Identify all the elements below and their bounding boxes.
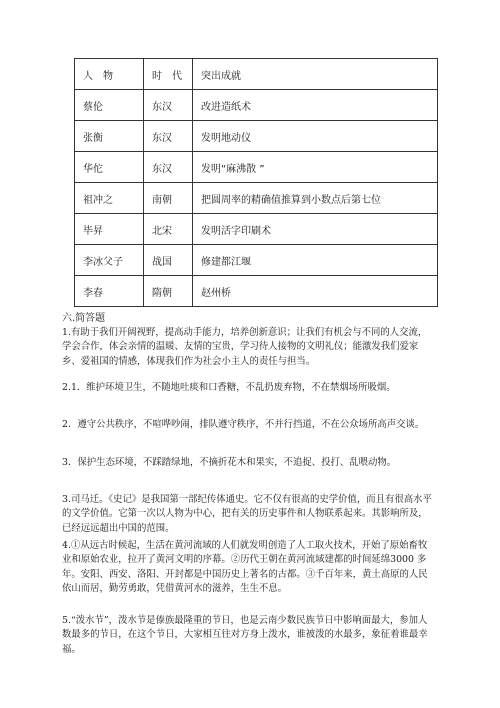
cell-achievement: 发明活字印刷术 — [193, 214, 438, 245]
cell-era: 战国 — [144, 245, 193, 276]
cell-achievement: 改进造纸术 — [193, 90, 438, 121]
table-row — [75, 90, 438, 121]
answer-2-3 — [62, 456, 434, 470]
answer-3 — [62, 493, 434, 536]
answer-3-text: 3.司马迁。《史记》是我国第一部纪传体通史。它不仅有很高的史学价值，而且有很高水平的文学价值。它第一次以人物为中心，把有关的历史事件和人物联系起来。其影响所及，已经远远超出中国的范围。 — [62, 494, 432, 534]
cell-era: 东汉 — [144, 90, 193, 121]
answer-2-2-text: 2．遵守公共秩序，不喧哗吵闹，排队遵守秩序，不并行挡道，不在公众场所高声交谈。 — [62, 419, 425, 430]
answer-2-1 — [62, 381, 434, 395]
answer-5-text: 5.“泼水节”，泼水节是傣族最隆重的节日，也是云南少数民族节日中影响面最大，参加人数最多的节日，在这个节日，大家相互往对方身上泼水，谁被泼的水最多，象征着谁最幸福。 — [62, 615, 428, 655]
cell-person: 蔡伦 — [75, 90, 144, 121]
cell-person: 李冰父子 — [75, 245, 144, 276]
answer-2-1-text: 2.1．维护环境卫生，不随地吐痰和口香糖，不乱扔废弃物，不在禁烟场所吸烟。 — [62, 382, 396, 393]
table-row — [75, 214, 438, 245]
cell-achievement: 发明“麻沸散 ” — [193, 152, 438, 183]
cell-person: 张衡 — [75, 121, 144, 152]
table-row — [75, 152, 438, 183]
answer-4-text: 4.①从远古时候起，生活在黄河流域的人们就发明创造了人工取火技术，开始了原始畜牧业和原始农业，拉开了黄河文明的序幕。②历代王朝在黄河流域建都的时间延绵3000 多年。安阳、西安、洛阳、开封都是中国历史上著名的古都。③千百年来，黄土高原的人民依山而居，勤劳勇敢，凭借黄河水的滋养，生生不息。 — [62, 540, 428, 594]
cell-era: 北宋 — [144, 214, 193, 245]
answer-2-3-text: 3．保护生态环境，不踩踏绿地，不摘折花木和果实，不追捉、投打、乱喂动物。 — [62, 457, 397, 468]
header-person: 人 物 — [75, 59, 144, 90]
table-row — [75, 245, 438, 276]
cell-era: 东汉 — [144, 121, 193, 152]
header-era: 时 代 — [144, 59, 193, 90]
answer-1-text: 1.有助于我们开阔视野，提高动手能力，培养创新意识；让我们有机会与不同的人交流，学会合作，体会亲情的温暖、友情的宝贵，学习待人接物的文明礼仪；能激发我们爱家乡、爱祖国的情感，体现我们作为社会小主人的责任与担当。 — [62, 327, 428, 367]
section-title: 六.简答题 — [62, 313, 106, 324]
cell-achievement: 赵州桥 — [193, 276, 438, 307]
table-row — [75, 276, 438, 307]
table-row — [75, 121, 438, 152]
historical-figures-table — [74, 58, 438, 307]
cell-person: 李春 — [75, 276, 144, 307]
cell-achievement: 修建都江堰 — [193, 245, 438, 276]
cell-person: 华佗 — [75, 152, 144, 183]
table-row — [75, 183, 438, 214]
answer-1 — [62, 326, 434, 369]
answer-4 — [62, 539, 434, 596]
cell-achievement: 发明地动仪 — [193, 121, 438, 152]
table-header-row — [75, 59, 438, 90]
cell-person: 祖冲之 — [75, 183, 144, 214]
cell-era: 南朝 — [144, 183, 193, 214]
cell-person: 毕昇 — [75, 214, 144, 245]
answer-5 — [62, 614, 434, 657]
cell-era: 隋朝 — [144, 276, 193, 307]
answer-2-2 — [62, 418, 434, 432]
cell-era: 东汉 — [144, 152, 193, 183]
header-achievement: 突出成就 — [193, 59, 438, 90]
cell-achievement: 把圆周率的精确值推算到小数点后第七位 — [193, 183, 438, 214]
